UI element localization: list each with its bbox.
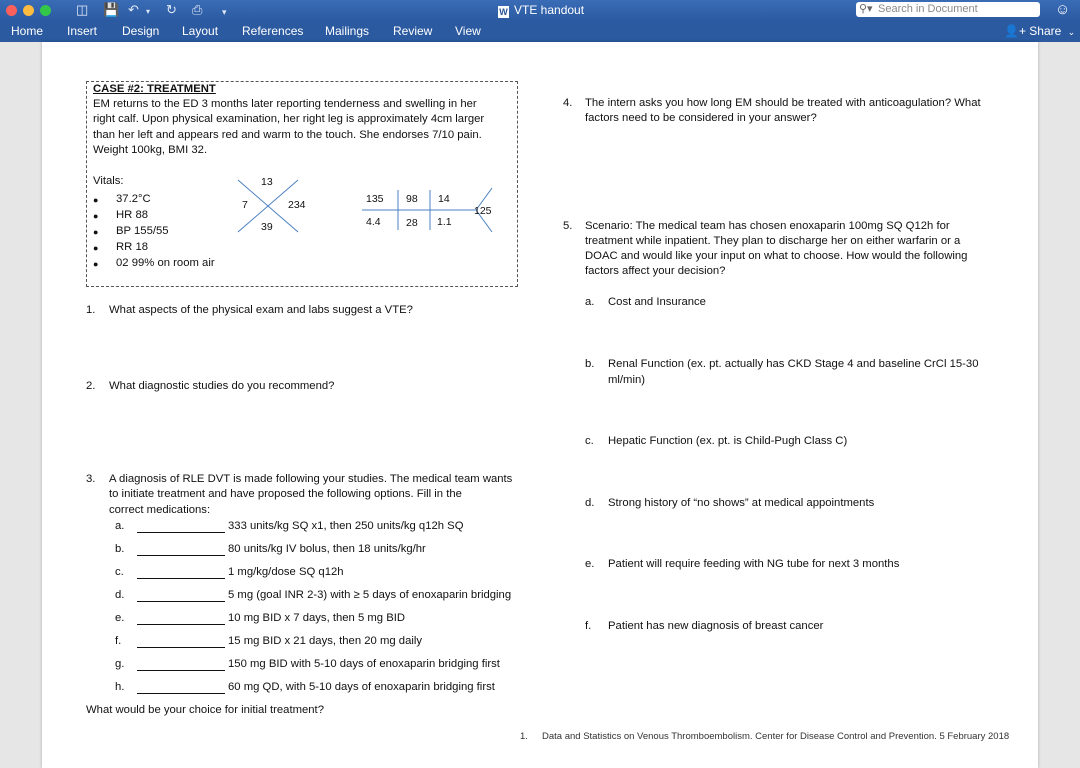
- factor-letter: f.: [585, 620, 592, 632]
- factor-letter: c.: [585, 435, 594, 447]
- bullet-icon: ●: [93, 211, 99, 221]
- answer-blank[interactable]: [137, 577, 225, 579]
- q4-line-1: The intern asks you how long EM should be treated with anticoagulation? What: [585, 97, 981, 109]
- option-text: 80 units/kg IV bolus, then 18 units/kg/hr: [228, 543, 426, 555]
- zoom-window-button[interactable]: [40, 5, 51, 16]
- bmp-co2: 28: [406, 217, 418, 229]
- case-line-4: Weight 100kg, BMI 32.: [93, 144, 208, 156]
- customize-toolbar-icon[interactable]: ▾: [222, 7, 227, 17]
- bmp-bun: 14: [438, 193, 450, 205]
- footnote-number: 1.: [520, 731, 528, 742]
- minimize-window-button[interactable]: [23, 5, 34, 16]
- tab-design[interactable]: Design: [122, 24, 160, 38]
- factor-text: Renal Function (ex. pt. actually has CKD Stage 4 and baseline CrCl 15-30: [608, 358, 979, 370]
- option-text: 60 mg QD, with 5-10 days of enoxaparin bridging first: [228, 681, 495, 693]
- bullet-icon: ●: [93, 259, 99, 269]
- factor-text: Strong history of “no shows” at medical appointments: [608, 497, 875, 509]
- q3-line-1: A diagnosis of RLE DVT is made following your studies. The medical team wants: [109, 473, 513, 485]
- search-placeholder: Search in Document: [878, 3, 978, 15]
- footnote-text: Data and Statistics on Venous Thromboembolism. Center for Disease Control and Prevention. 5 February 2018: [542, 731, 1010, 742]
- vital-o2: 02 99% on room air: [116, 257, 215, 269]
- q5-line-3: DOAC and would like your input on what to choose. How would the following: [585, 250, 968, 262]
- share-label: Share: [1029, 24, 1062, 38]
- option-letter: d.: [115, 589, 125, 601]
- option-letter: h.: [115, 681, 125, 693]
- q4-line-2: factors need to be considered in your answer?: [585, 112, 817, 124]
- factor-letter: e.: [585, 558, 595, 570]
- option-text: 15 mg BID x 21 days, then 20 mg daily: [228, 635, 423, 647]
- option-text: 333 units/kg SQ x1, then 250 units/kg q12h SQ: [228, 520, 464, 532]
- vitals-label: Vitals:: [93, 175, 124, 187]
- undo-icon[interactable]: ↶: [128, 2, 139, 17]
- ribbon-tabs: [0, 21, 1080, 42]
- search-icon: ⚲▾: [859, 3, 873, 15]
- option-letter: b.: [115, 543, 125, 555]
- q5-line-4: factors affect your decision?: [585, 265, 726, 277]
- answer-blank[interactable]: [137, 646, 225, 648]
- search-input[interactable]: [856, 2, 1040, 17]
- document-title: [498, 3, 584, 18]
- q4-number: 4.: [563, 97, 573, 109]
- answer-blank[interactable]: [137, 600, 225, 602]
- tab-home[interactable]: Home: [11, 24, 44, 38]
- bmp-glucose: 125: [474, 205, 492, 217]
- bmp-k: 4.4: [366, 216, 381, 228]
- vital-bp: BP 155/55: [116, 225, 169, 237]
- option-text: 5 mg (goal INR 2-3) with ≥ 5 days of enoxaparin bridging: [228, 589, 512, 601]
- option-letter: e.: [115, 612, 125, 624]
- chevron-down-icon: ⌄: [1067, 27, 1076, 37]
- bullet-icon: ●: [93, 195, 99, 205]
- cbc-hgb: 7: [242, 199, 248, 211]
- share-button[interactable]: [1004, 24, 1075, 38]
- print-icon[interactable]: ⎙: [192, 2, 203, 17]
- bmp-cr: 1.1: [437, 216, 452, 228]
- tab-mailings[interactable]: Mailings: [325, 24, 370, 38]
- q3-closing: What would be your choice for initial treatment?: [86, 704, 324, 716]
- close-window-button[interactable]: [6, 5, 17, 16]
- answer-blank[interactable]: [137, 531, 225, 533]
- q3-number: 3.: [86, 473, 96, 485]
- redo-icon[interactable]: ↻: [166, 2, 177, 17]
- bullet-icon: ●: [93, 243, 99, 253]
- factor-text: Hepatic Function (ex. pt. is Child-Pugh Class C): [608, 435, 848, 447]
- q2-text: What diagnostic studies do you recommend?: [109, 380, 335, 392]
- option-letter: c.: [115, 566, 124, 578]
- vital-rr: RR 18: [116, 241, 149, 253]
- q3-line-2: to initiate treatment and have proposed the following options. Fill in the: [109, 488, 462, 500]
- case-line-3: than her left and appears red and warm to the touch. She endorses 7/10 pain.: [93, 129, 482, 141]
- cbc-wbc: 13: [261, 176, 273, 188]
- q1-number: 1.: [86, 304, 96, 316]
- title-bar: [0, 0, 1080, 21]
- option-text: 10 mg BID x 7 days, then 5 mg BID: [228, 612, 406, 624]
- q1-text: What aspects of the physical exam and labs suggest a VTE?: [109, 304, 413, 316]
- answer-blank[interactable]: [137, 554, 225, 556]
- feedback-smiley-icon[interactable]: ☺: [1055, 1, 1071, 18]
- vital-hr: HR 88: [116, 209, 149, 221]
- factor-text: Cost and Insurance: [608, 296, 706, 308]
- option-letter: a.: [115, 520, 125, 532]
- undo-dropdown-icon[interactable]: ▾: [146, 7, 151, 16]
- word-doc-icon: W: [499, 7, 508, 17]
- factor-letter: b.: [585, 358, 595, 370]
- tab-layout[interactable]: Layout: [182, 24, 219, 38]
- factor-text-cont: ml/min): [608, 374, 646, 386]
- case-line-2: right calf. Upon physical examination, her right leg is approximately 4cm larger: [93, 113, 485, 125]
- case-heading: CASE #2: TREATMENT: [93, 83, 216, 95]
- tab-references[interactable]: References: [242, 24, 304, 38]
- add-person-icon: 👤+: [1004, 24, 1026, 38]
- option-text: 1 mg/kg/dose SQ q12h: [228, 566, 344, 578]
- q5-number: 5.: [563, 220, 573, 232]
- factor-letter: a.: [585, 296, 595, 308]
- document-title-text: VTE handout: [514, 3, 585, 17]
- q5-line-1: Scenario: The medical team has chosen enoxaparin 100mg SQ Q12h for: [585, 220, 950, 232]
- save-icon[interactable]: 💾: [103, 2, 120, 17]
- vital-temp: 37.2°C: [116, 193, 151, 205]
- document-page[interactable]: [42, 42, 1038, 768]
- cbc-plt: 234: [288, 199, 306, 211]
- tab-insert[interactable]: Insert: [67, 24, 98, 38]
- answer-blank[interactable]: [137, 692, 225, 694]
- factor-text: Patient has new diagnosis of breast cancer: [608, 620, 824, 632]
- tab-view[interactable]: View: [455, 24, 481, 38]
- bmp-na: 135: [366, 193, 384, 205]
- option-letter: g.: [115, 658, 125, 670]
- q5-line-2: treatment while inpatient. They plan to discharge her on either warfarin or a: [585, 235, 961, 247]
- bullet-icon: ●: [93, 227, 99, 237]
- option-text: 150 mg BID with 5-10 days of enoxaparin bridging first: [228, 658, 500, 670]
- tab-review[interactable]: Review: [393, 24, 433, 38]
- sidebar-toggle-icon[interactable]: ◫: [76, 2, 89, 17]
- option-letter: f.: [115, 635, 122, 647]
- bmp-cl: 98: [406, 193, 418, 205]
- cbc-hct: 39: [261, 221, 273, 233]
- answer-blank[interactable]: [137, 623, 225, 625]
- q2-number: 2.: [86, 380, 96, 392]
- factor-text: Patient will require feeding with NG tube for next 3 months: [608, 558, 900, 570]
- answer-blank[interactable]: [137, 669, 225, 671]
- factor-letter: d.: [585, 497, 595, 509]
- q3-line-3: correct medications:: [109, 504, 211, 516]
- case-line-1: EM returns to the ED 3 months later reporting tenderness and swelling in her: [93, 98, 477, 110]
